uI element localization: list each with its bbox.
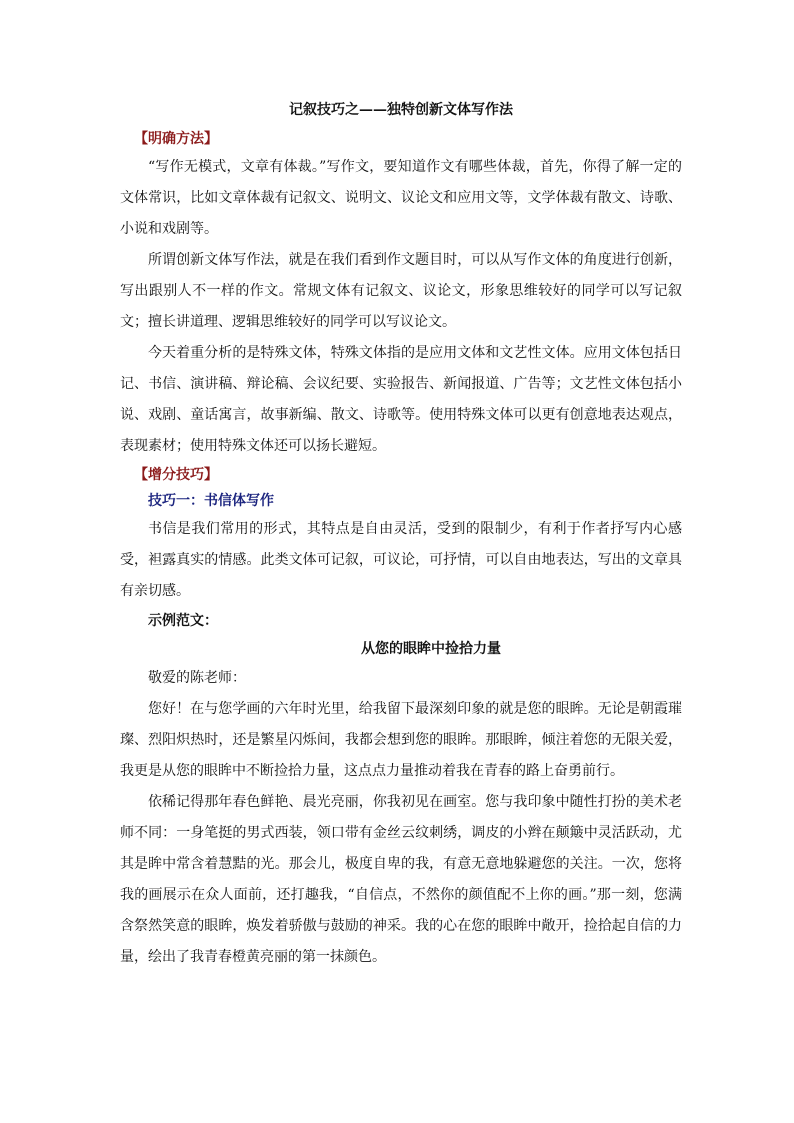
paragraph-special-styles: 今天着重分析的是特殊文体，特殊文体指的是应用文体和文艺性文体。应用文体包括日记、书信、演讲稿、辩论稿、会议纪要、实验报告、新闻报道、广告等；文艺性文体包括小说、戏剧、童话寓言，故事新编、散文、诗歌等。使用特殊文体可以更有创意地表达观点，表现素材；使用特殊文体还可以扬长避短。 [120,345,682,454]
document-page [120,100,682,973]
paragraph-letter-style: 书信是我们常用的形式，其特点是自由灵活，受到的限制少，有利于作者抒写内心感受，袒露真实的情感。此类文体可记叙，可议论，可抒情，可以自由地表达，写出的文章具有亲切感。 [120,521,682,599]
essay-salutation: 敬爱的陈老师： [148,670,246,686]
essay-paragraph-2: 依稀记得那年春色鲜艳、晨光亮丽，你我初见在画室。您与我印象中随性打扮的美术老师不同：一身笔挺的男式西装，领口带有金丝云纹刺绣，调皮的小辫在颠簸中灵活跃动，尤其是眸中常含着慧黠的光。那会儿，极度自卑的我，有意无意地躲避您的关注。一次，您将我的画展示在众人面前，还打趣我，“自信点，不然你的颜值配不上你的画。”那一刻，您满含祭然笑意的眼眸，焕发着骄傲与鼓励的神采。我的心在您的眼眸中敞开，捡拾起自信的力量，绘出了我青春橙黄亮丽的第一抹颜色。 [120,794,682,965]
paragraph-definition: 所谓创新文体写作法，就是在我们看到作文题目时，可以从写作文体的角度进行创新，写出跟别人不一样的作文。常规文体有记叙文、议论文，形象思维较好的同学可以写记叙文；擅长讲道理、逻辑思维较好的同学可以写议论文。 [120,252,682,330]
section-heading-tips: 【增分技巧】 [134,467,218,483]
example-label: 示例范文： [148,613,218,629]
tip-one-heading: 技巧一：书信体写作 [148,493,274,509]
paragraph-intro: “写作无模式，文章有体裁。”写作文，要知道作文有哪些体裁，首先，你得了解一定的文体常识，比如文章体裁有记叙文、说明文、议论文和应用文等，文学体裁有散文、诗歌、小说和戏剧等。 [120,159,682,237]
document-title: 记叙技巧之——独特创新文体写作法 [289,102,513,118]
essay-paragraph-1: 您好！在与您学画的六年时光里，给我留下最深刻印象的就是您的眼眸。无论是朝霞璀璨、烈阳炽热时，还是繁星闪烁间，我都会想到您的眼眸。那眼眸，倾注着您的无限关爱，我更是从您的眼眸中不断捡拾力量，这点点力量推动着我在青春的路上奋勇前行。 [120,701,682,779]
essay-title: 从您的眼眸中捡拾力量 [361,641,501,657]
section-heading-method: 【明确方法】 [134,131,218,147]
